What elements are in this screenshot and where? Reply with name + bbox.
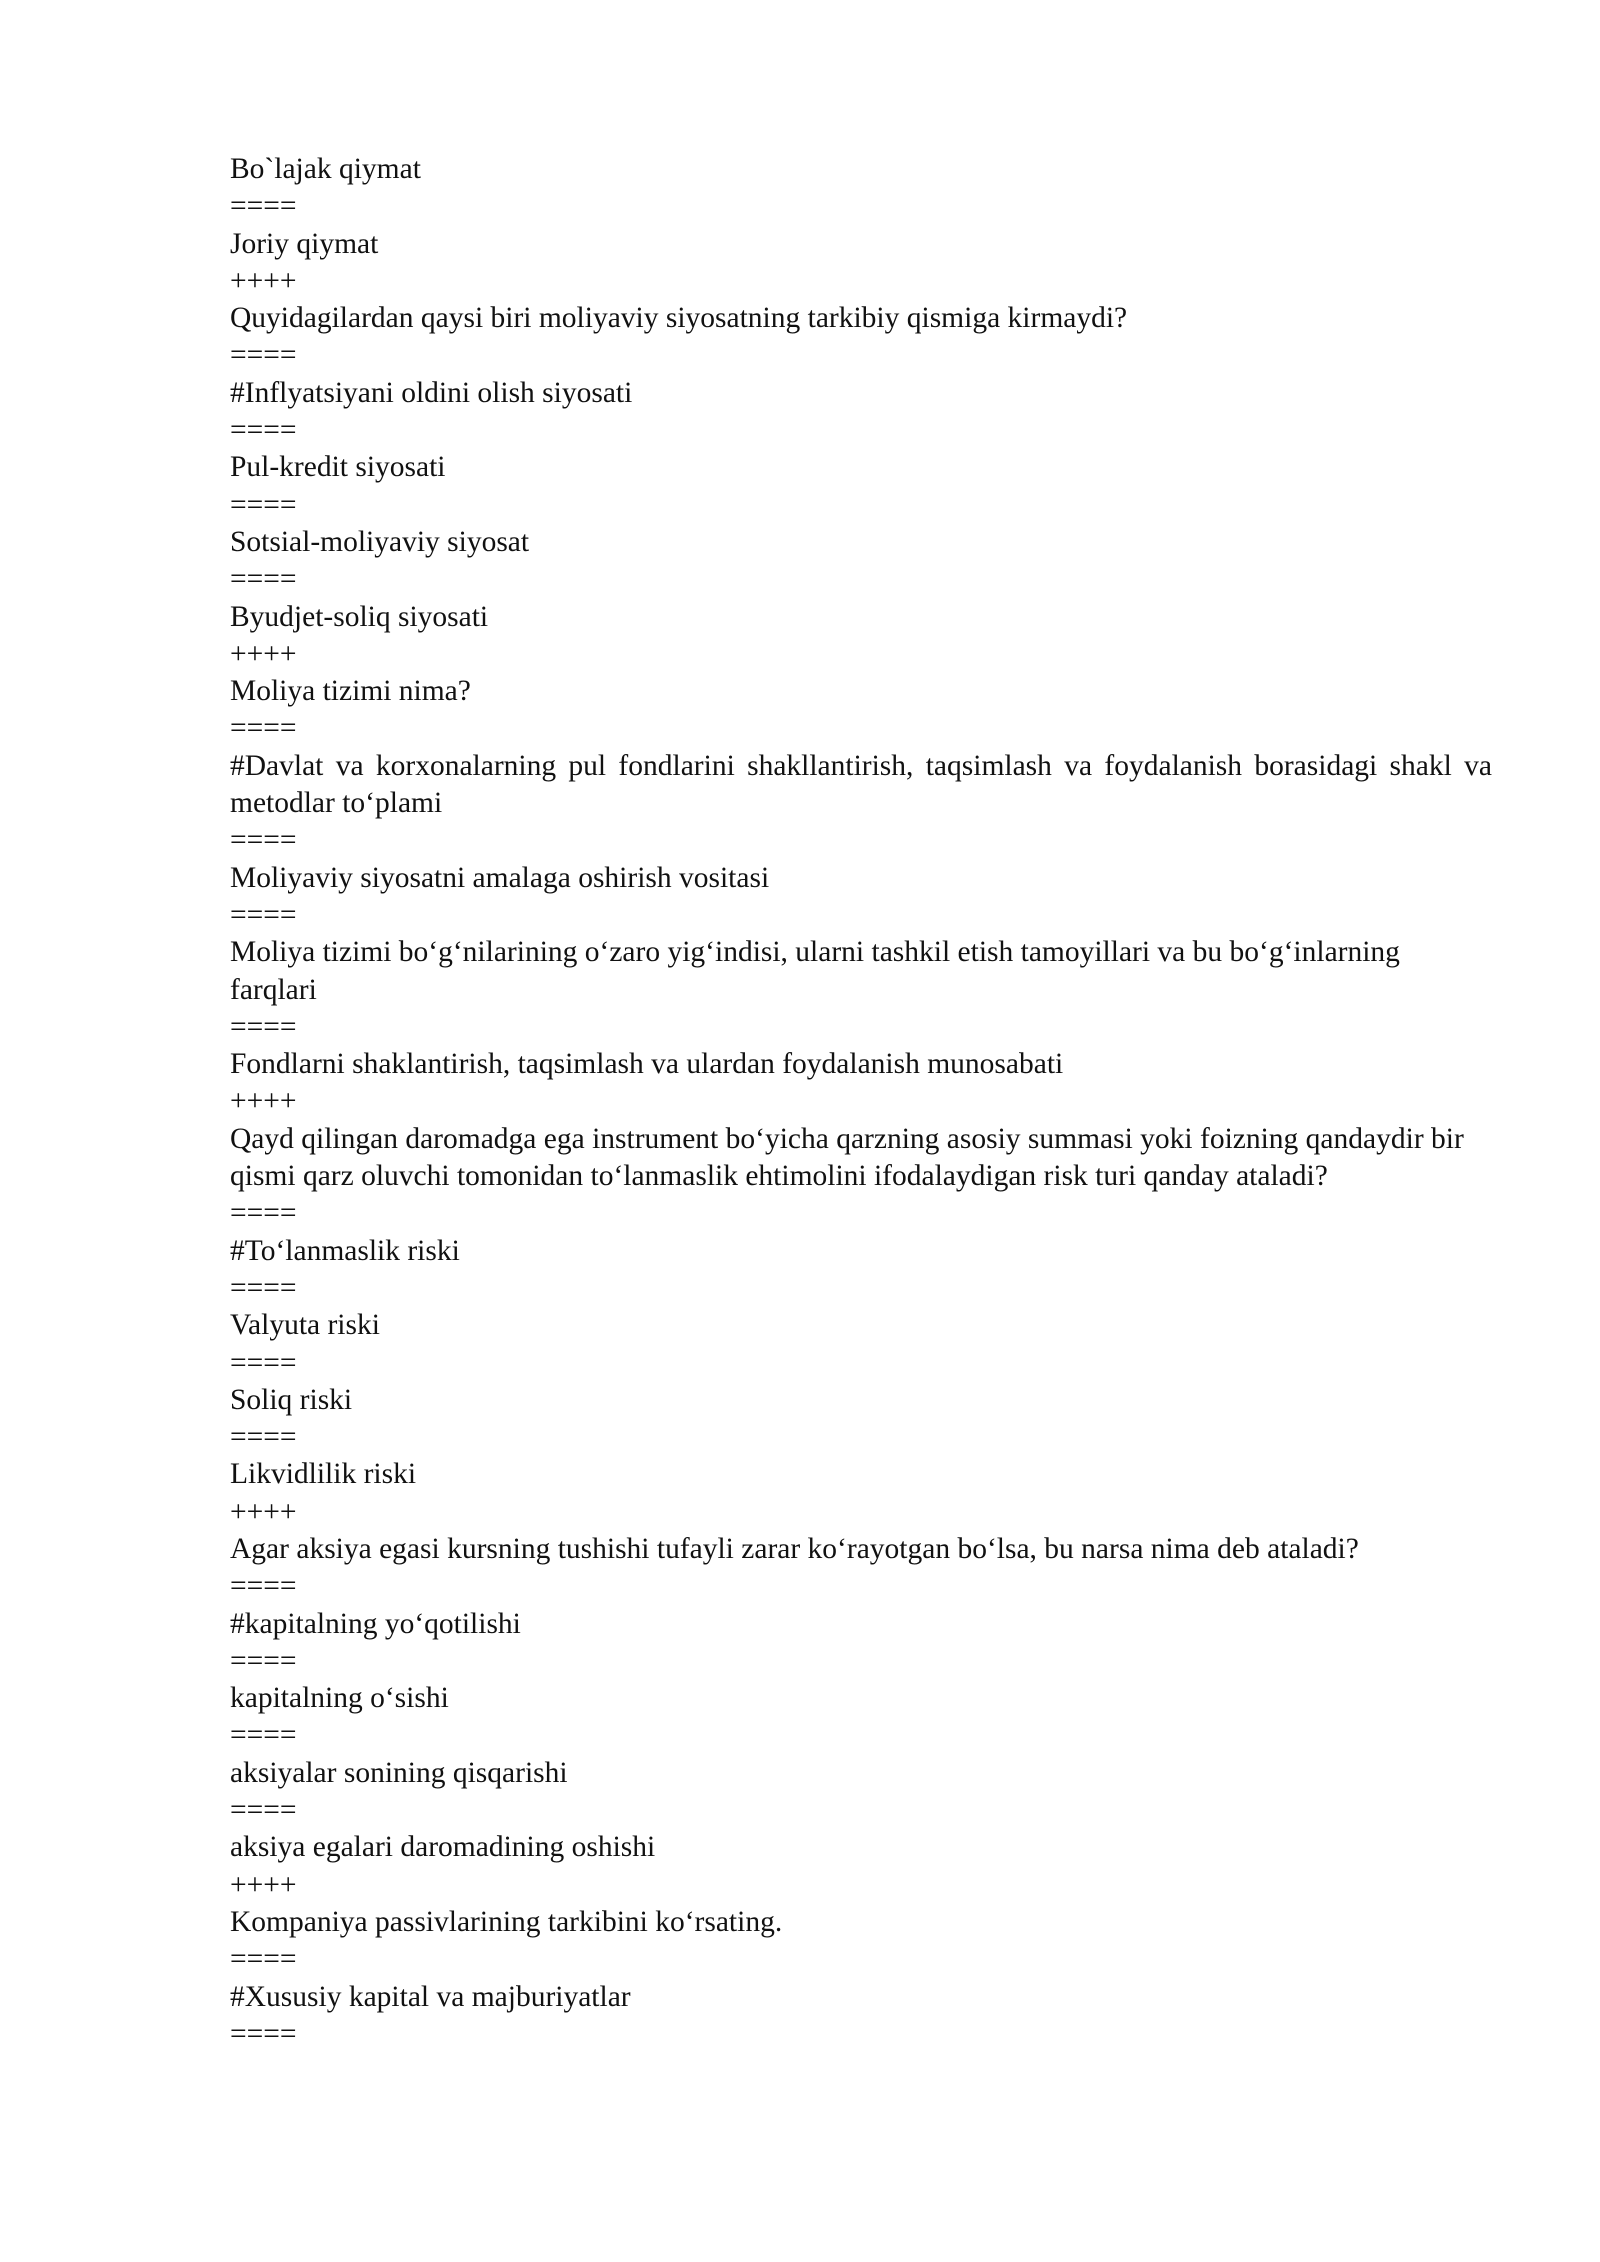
option-separator: ==== [230,1197,297,1230]
option-separator: ==== [230,1719,297,1752]
document-page [230,151,1492,2053]
option-separator: ==== [230,414,297,447]
question-separator: ++++ [230,1085,297,1118]
question-text: Quyidagilardan qaysi biri moliyaviy siyosatning tarkibiy qismiga kirmaydi? [230,302,1128,335]
answer-option: Joriy qiymat [230,227,379,260]
option-separator: ==== [230,824,297,857]
option-separator: ==== [230,1010,297,1043]
answer-option: Fondlarni shaklantirish, taqsimlash va ulardan foydalanish munosabati [230,1048,1064,1081]
question-separator: ++++ [230,264,297,297]
correct-answer-option: #Inflyatsiyani oldini olish siyosati [230,376,633,409]
question-separator: ++++ [230,1868,297,1901]
answer-option: Valyuta riski [230,1309,380,1342]
correct-answer-option: #Xususiy kapital va majburiyatlar [230,1980,631,2013]
answer-option: Sotsial-moliyaviy siyosat [230,525,530,558]
question-separator: ++++ [230,1495,297,1528]
question-text: Qayd qilingan daromadga ega instrument bo‘yicha qarzning asosiy summasi yoki foizning qandaydir bir qismi qarz oluvchi tomonidan to‘lanmaslik ehtimolini ifodalaydigan risk turi qanday ataladi? [230,1122,1464,1193]
answer-option: aksiyalar sonining qisqarishi [230,1756,568,1789]
option-separator: ==== [230,1421,297,1454]
option-separator: ==== [230,1794,297,1827]
answer-option: Moliya tizimi bo‘g‘nilarining o‘zaro yig‘indisi, ularni tashkil etish tamoyillari va bu bo‘g‘inlarning farqlari [230,936,1400,1006]
option-separator: ==== [230,1570,297,1603]
answer-option: kapitalning o‘sishi [230,1682,449,1715]
correct-answer-option: #Davlat va korxonalarning pul fondlarini shakllantirish, taqsimlash va foydalanish borasidagi shakl va metodlar to‘plami [230,749,1492,820]
answer-option: aksiya egalari daromadining oshishi [230,1831,656,1864]
option-separator: ==== [230,339,297,372]
answer-option: Soliq riski [230,1383,353,1416]
question-text: Moliya tizimi nima? [230,675,471,708]
answer-option: Byudjet-soliq siyosati [230,600,489,633]
option-separator: ==== [230,898,297,931]
option-separator: ==== [230,190,297,223]
option-separator: ==== [230,2017,297,2050]
option-separator: ==== [230,1271,297,1304]
option-separator: ==== [230,1644,297,1677]
answer-option: Moliyaviy siyosatni amalaga oshirish vositasi [230,861,770,894]
option-separator: ==== [230,1346,297,1379]
option-separator: ==== [230,1943,297,1976]
answer-option: Bo`lajak qiymat [230,153,421,185]
correct-answer-option: #To‘lanmaslik riski [230,1234,460,1267]
question-text: Agar aksiya egasi kursning tushishi tufayli zarar ko‘rayotgan bo‘lsa, bu narsa nima deb ataladi? [230,1532,1359,1565]
option-separator: ==== [230,488,297,521]
correct-answer-option: #kapitalning yo‘qotilishi [230,1607,521,1640]
answer-option: Likvidlilik riski [230,1458,417,1491]
question-separator: ++++ [230,637,297,670]
question-text: Kompaniya passivlarining tarkibini ko‘rsating. [230,1905,783,1938]
option-separator: ==== [230,563,297,596]
option-separator: ==== [230,712,297,745]
answer-option: Pul-kredit siyosati [230,451,446,484]
